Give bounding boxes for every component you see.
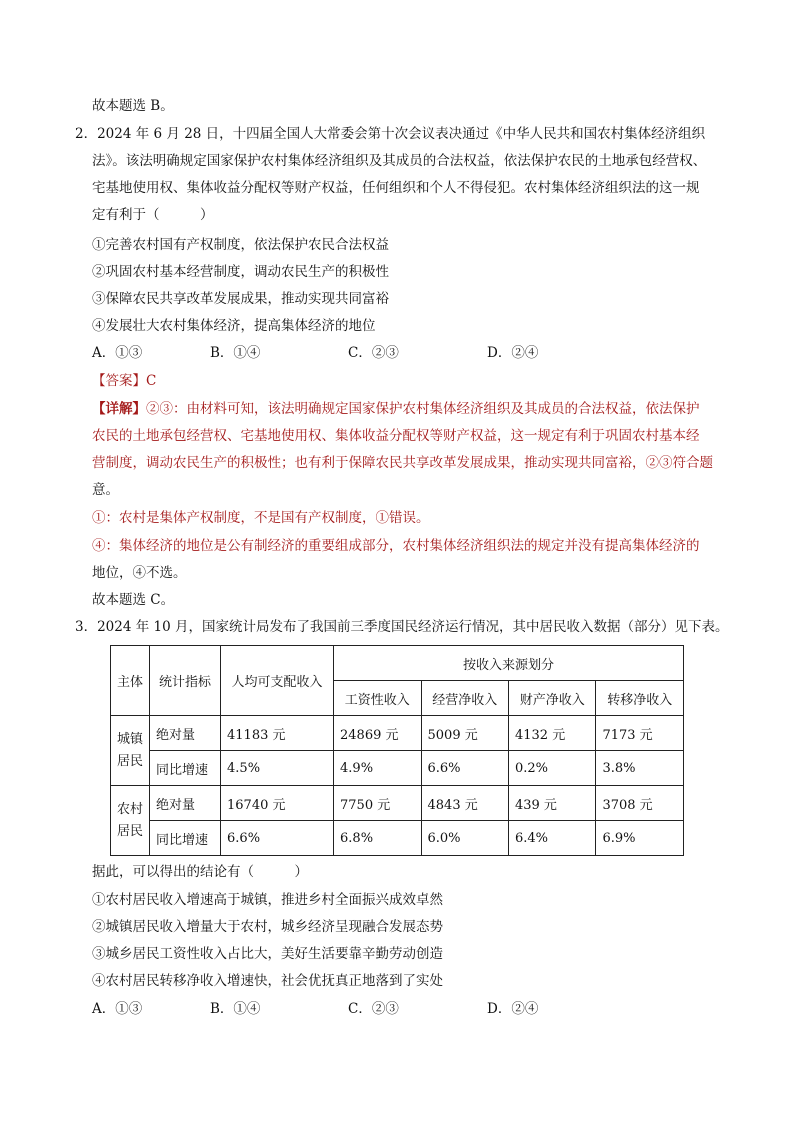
header-source-wage: 工资性收入 (334, 681, 421, 716)
header-by-source: 按收入来源划分 (334, 646, 684, 681)
q2-wrong-1: ①：农村是集体产权制度，不是国有产权制度，①错误。 (92, 510, 430, 526)
cell: 6.4% (508, 821, 595, 856)
header-subject: 主体 (111, 646, 150, 716)
q2-choice-c: C．②③ (348, 345, 399, 361)
row-label-growth: 同比增速 (150, 751, 221, 786)
q1-conclusion: 故本题选 B。 (92, 98, 174, 114)
q3-choice-a: A．①③ (92, 1001, 143, 1017)
q2-detail-line-4: 意。 (92, 482, 119, 498)
cell: 6.6% (421, 751, 508, 786)
q3-option-4: ④农村居民转移净收入增速快，社会优抚真正地落到了实处 (92, 973, 443, 989)
q3-option-2: ②城镇居民收入增量大于农村，城乡经济呈现融合发展态势 (92, 919, 443, 935)
header-source-property: 财产净收入 (508, 681, 595, 716)
cell: 4132 元 (508, 716, 595, 751)
header-per-capita: 人均可支配收入 (221, 646, 334, 716)
q3-option-3: ③城乡居民工资性收入占比大，美好生活要靠辛勤劳动创造 (92, 946, 443, 962)
q2-option-3: ③保障农民共享改革发展成果，推动实现共同富裕 (92, 291, 389, 307)
q2-choice-b: B．①④ (210, 345, 261, 361)
row-label-abs: 绝对量 (150, 716, 221, 751)
q2-choice-a: A．①③ (92, 345, 143, 361)
q2-stem-line-3: 宅基地使用权、集体收益分配权等财产权益，任何组织和个人不得侵犯。农村集体经济组织法的这一规 (92, 180, 700, 196)
cell: 7173 元 (596, 716, 684, 751)
table-header-row (111, 646, 684, 681)
cell: 3708 元 (596, 786, 684, 821)
cell: 0.2% (508, 751, 595, 786)
q2-detail-line-1 (92, 399, 700, 419)
cell: 24869 元 (334, 716, 421, 751)
q3-option-1: ①农村居民收入增速高于城镇，推进乡村全面振兴成效卓然 (92, 892, 443, 908)
rural-label: 农村居民 (111, 786, 150, 856)
detail-label: 【详解】 (92, 401, 146, 417)
q3-intro: 3．2024 年 10 月，国家统计局发布了我国前三季度国民经济运行情况，其中居民收入数据（部分）见下表。 (75, 619, 729, 635)
q3-stem: 据此，可以得出的结论有（ ） (92, 864, 308, 880)
answer-value: C (146, 373, 157, 389)
answer-label: 【答案】 (92, 373, 146, 389)
q2-stem-line-2: 法》。该法明确规定国家保护农村集体经济组织及其成员的合法权益，依法保护农民的土地承包经营权、 (92, 153, 707, 169)
cell: 6.9% (596, 821, 684, 856)
cell: 439 元 (508, 786, 595, 821)
q2-detail-line-3: 营制度，调动农民生产的积极性；也有利于保障农民共享改革发展成果，推动实现共同富裕，②③符合题 (92, 455, 713, 471)
q2-conclusion: 故本题选 C。 (92, 592, 175, 608)
income-table (110, 645, 684, 856)
cell: 4.9% (334, 751, 421, 786)
table-row (111, 821, 684, 856)
q2-wrong-4-line-2: 地位，④不选。 (92, 565, 187, 581)
q2-option-1: ①完善农村国有产权制度，依法保护农民合法权益 (92, 237, 389, 253)
q3-choice-b: B．①④ (210, 1001, 261, 1017)
cell: 5009 元 (421, 716, 508, 751)
q2-stem-line-4: 定有利于（ ） (92, 207, 214, 223)
cell: 16740 元 (221, 786, 334, 821)
row-label-abs: 绝对量 (150, 786, 221, 821)
cell: 41183 元 (221, 716, 334, 751)
q2-choice-d: D．②④ (487, 345, 539, 361)
header-source-transfer: 转移净收入 (596, 681, 684, 716)
cell: 6.0% (421, 821, 508, 856)
q2-stem-line-1: 2．2024 年 6 月 28 日，十四届全国人大常委会第十次会议表决通过《中华人民共和国农村集体经济组织 (75, 126, 706, 142)
detail-text-1: ②③：由材料可知，该法明确规定国家保护农村集体经济组织及其成员的合法权益，依法保护 (146, 401, 700, 417)
cell: 7750 元 (334, 786, 421, 821)
header-source-business: 经营净收入 (421, 681, 508, 716)
row-label-growth: 同比增速 (150, 821, 221, 856)
q2-option-2: ②巩固农村基本经营制度，调动农民生产的积极性 (92, 264, 389, 280)
q3-choice-d: D．②④ (487, 1001, 539, 1017)
cell: 4843 元 (421, 786, 508, 821)
cell: 6.6% (221, 821, 334, 856)
cell: 4.5% (221, 751, 334, 786)
q2-wrong-4-line-1: ④：集体经济的地位是公有制经济的重要组成部分，农村集体经济组织法的规定并没有提高集体经济的 (92, 538, 700, 554)
header-indicator: 统计指标 (150, 646, 221, 716)
table-row (111, 786, 684, 821)
q3-choice-c: C．②③ (348, 1001, 399, 1017)
q2-answer (92, 371, 156, 391)
table-row (111, 716, 684, 751)
cell: 3.8% (596, 751, 684, 786)
q2-detail-line-2: 农民的土地承包经营权、宅基地使用权、集体收益分配权等财产权益，这一规定有利于巩固农村基本经 (92, 428, 700, 444)
urban-label: 城镇居民 (111, 716, 150, 786)
cell: 6.8% (334, 821, 421, 856)
table-row (111, 751, 684, 786)
q2-option-4: ④发展壮大农村集体经济，提高集体经济的地位 (92, 318, 376, 334)
